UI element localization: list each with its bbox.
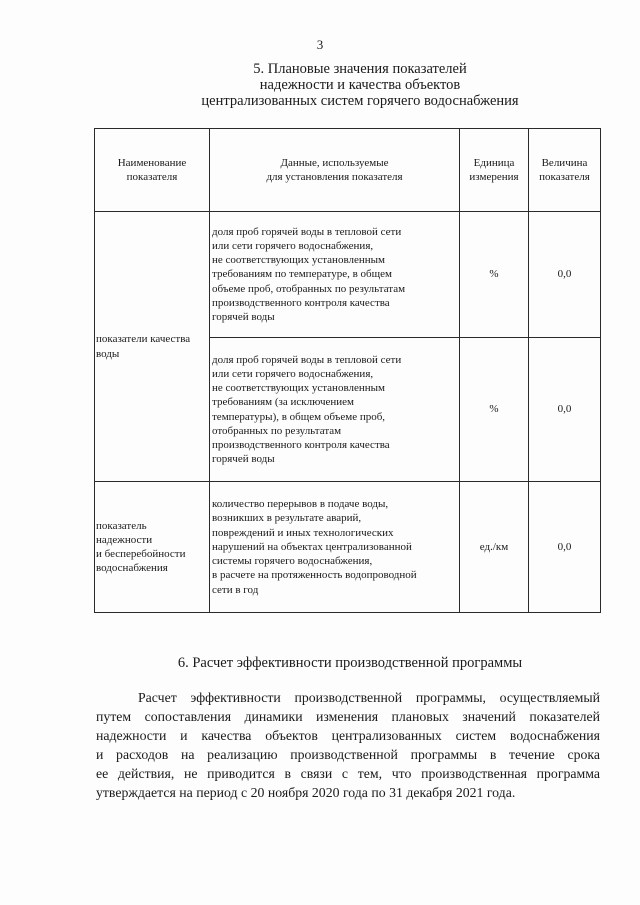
paragraph-line: путем сопоставления динамики изменения плановых значений показателей bbox=[96, 709, 600, 724]
row3-data-line: повреждений и иных технологических bbox=[212, 526, 394, 539]
row2-data-line: требованиям (за исключением bbox=[212, 396, 354, 409]
row1-unit: % bbox=[460, 212, 529, 338]
paragraph-line: утверждается на период с 20 ноября 2020 года по 31 декабря 2021 года. bbox=[96, 785, 516, 800]
row1-data-line: горячей воды bbox=[212, 311, 275, 323]
row3-data-line: возникших в результате аварий, bbox=[212, 512, 362, 525]
row1-data bbox=[210, 212, 460, 338]
row1-data-line: не соответствующих установленным bbox=[212, 254, 385, 267]
row1-data-line: производственного контроля качества bbox=[212, 296, 390, 309]
row2-data-line: производственного контроля качества bbox=[212, 438, 390, 451]
row1-value: 0,0 bbox=[529, 212, 601, 338]
row2-data-line: температуры), в общем объеме проб, bbox=[212, 410, 386, 423]
table-header-row bbox=[95, 129, 601, 212]
paragraph-line: ее действия, не приводится в связи с тем, что производственная программа bbox=[96, 766, 600, 781]
reliability-name-line: показатель bbox=[96, 519, 147, 532]
header-data-line: Данные, используемые bbox=[280, 156, 389, 169]
row2-data-line: отобранных по результатам bbox=[212, 424, 342, 437]
row3-value: 0,0 bbox=[529, 482, 601, 613]
row2-data-line: горячей воды bbox=[212, 453, 275, 466]
header-data bbox=[210, 129, 460, 212]
row3-data bbox=[210, 482, 460, 613]
paragraph-line: Расчет эффективности производственной программы, осуществляемый bbox=[138, 690, 600, 705]
section-6-paragraph bbox=[96, 688, 600, 802]
header-unit bbox=[460, 129, 529, 212]
page-number: 3 bbox=[316, 37, 324, 52]
row2-data-line: не соответствующих установленным bbox=[212, 382, 385, 395]
row2-value: 0,0 bbox=[529, 338, 601, 482]
group-name-reliability bbox=[95, 482, 210, 613]
row2-data bbox=[210, 338, 460, 482]
reliability-name-line: водоснабжения bbox=[96, 562, 168, 575]
section-5-title-line: надежности и качества объектов bbox=[259, 77, 461, 93]
header-name-line: Наименование bbox=[117, 156, 187, 169]
header-value-line: показателя bbox=[539, 171, 590, 183]
group-name-line: воды bbox=[96, 347, 120, 360]
header-value-line: Величина bbox=[541, 156, 588, 169]
table-row bbox=[95, 482, 601, 613]
paragraph-line: надежности и качества объектов централизованных систем водоснабжения bbox=[96, 728, 600, 743]
row1-data-line: объеме проб, отобранных по результатам bbox=[212, 282, 406, 295]
section-5-title-line: централизованных систем горячего водоснабжения bbox=[201, 93, 519, 109]
row3-unit: ед./км bbox=[460, 482, 529, 613]
row3-data-line: в расчете на протяженность водопроводной bbox=[212, 569, 417, 582]
header-data-line: для установления показателя bbox=[266, 171, 403, 183]
row1-data-line: или сети горячего водоснабжения, bbox=[212, 239, 374, 252]
row1-data-line: требованиям по температуре, в общем bbox=[212, 268, 392, 281]
row3-data-line: сети в год bbox=[212, 583, 259, 596]
group-name-quality bbox=[95, 212, 210, 482]
row2-data-line: доля проб горячей воды в тепловой сети bbox=[212, 353, 402, 366]
row1-data-line: доля проб горячей воды в тепловой сети bbox=[212, 225, 402, 238]
row3-data-line: системы горячего водоснабжения, bbox=[212, 555, 373, 568]
indicators-table bbox=[94, 128, 601, 613]
header-unit-line: измерения bbox=[469, 171, 519, 183]
table-row bbox=[95, 212, 601, 338]
row3-data-line: нарушений на объектах централизованной bbox=[212, 540, 412, 553]
row2-data-line: или сети горячего водоснабжения, bbox=[212, 367, 374, 380]
section-5-title bbox=[170, 61, 550, 109]
header-unit-line: Единица bbox=[473, 156, 515, 169]
section-6-title: 6. Расчет эффективности производственной программы bbox=[177, 655, 523, 671]
section-5-title-line: 5. Плановые значения показателей bbox=[253, 61, 467, 77]
header-name-line: показателя bbox=[126, 171, 178, 183]
reliability-name-line: надежности bbox=[96, 533, 153, 546]
paragraph-line: и расходов на реализацию производственной программы в течение срока bbox=[96, 747, 600, 762]
header-value bbox=[529, 129, 601, 212]
group-name-line: показатели качества bbox=[96, 333, 191, 346]
row3-data-line: количество перерывов в подаче воды, bbox=[212, 498, 389, 511]
reliability-name-line: и бесперебойности bbox=[96, 548, 186, 560]
header-name bbox=[95, 129, 210, 212]
row2-unit: % bbox=[460, 338, 529, 482]
